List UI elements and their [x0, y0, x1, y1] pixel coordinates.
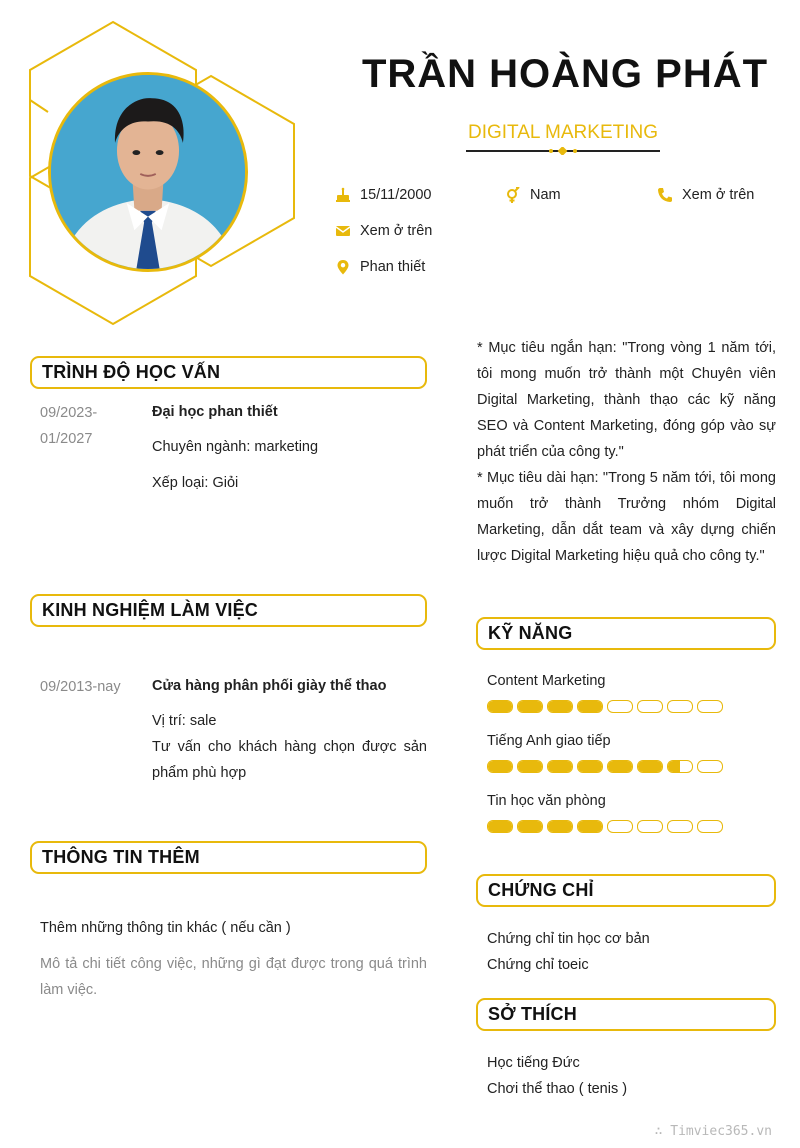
hobby-item: Học tiếng Đức [487, 1055, 580, 1071]
objective-long-term: * Mục tiêu dài hạn: "Trong 5 năm tới, tôi mong muốn trở thành Trưởng nhóm Digital Marketing, dẫn dắt team và xây dựng chiến lược Digital Marketing hiệu quả cho công ty." [477, 470, 776, 564]
skill-name: Content Marketing [487, 673, 606, 689]
skill-level-segment [547, 700, 573, 713]
experience-company: Cửa hàng phân phối giày thể thao [152, 678, 387, 694]
skill-level-segment [607, 820, 633, 833]
skill-level-segment [607, 760, 633, 773]
objective-short-term: * Mục tiêu ngắn hạn: "Trong vòng 1 năm tới, tôi mong muốn trở thành một Chuyên viên Digital Marketing, thành thạo các kỹ năng SEO và Content Marketing, đóng góp vào sự phát triển của công ty." [477, 340, 776, 460]
skill-level-segment [487, 820, 513, 833]
email-value: Xem ở trên [360, 223, 433, 239]
mail-icon [334, 222, 352, 240]
skill-level-segment [517, 700, 543, 713]
experience-heading: KINH NGHIỆM LÀM VIỆC [30, 594, 427, 627]
skill-name: Tin học văn phòng [487, 793, 606, 809]
skill-level-bar [487, 700, 723, 713]
contact-gender [504, 186, 561, 204]
gender-icon [504, 186, 522, 204]
skill-level-bar [487, 760, 723, 773]
skill-level-fill [548, 821, 572, 832]
skill-level-segment [517, 820, 543, 833]
skill-level-fill [578, 821, 602, 832]
skill-level-segment [607, 700, 633, 713]
skill-level-fill [488, 821, 512, 832]
skill-level-fill [488, 761, 512, 772]
skill-level-segment [487, 760, 513, 773]
skill-level-fill [518, 761, 542, 772]
certificate-item: Chứng chỉ toeic [487, 957, 589, 973]
birthday-cake-icon [334, 186, 352, 204]
skill-level-fill [638, 761, 662, 772]
skill-level-segment [697, 760, 723, 773]
watermark: ∴ Timviec365.vn [654, 1124, 772, 1139]
skill-level-segment [667, 820, 693, 833]
skill-level-segment [487, 700, 513, 713]
skill-level-segment [697, 820, 723, 833]
skill-level-bar [487, 820, 723, 833]
skill-level-segment [667, 760, 693, 773]
skill-level-segment [577, 760, 603, 773]
certificate-item: Chứng chỉ tin học cơ bản [487, 931, 650, 947]
location-pin-icon [334, 258, 352, 276]
experience-description: Tư vấn cho khách hàng chọn được sản phẩm phù hợp [152, 739, 427, 781]
skill-level-segment [577, 820, 603, 833]
gender-value: Nam [530, 187, 561, 203]
skill-level-fill [548, 761, 572, 772]
experience-period: 09/2013-nay [40, 679, 121, 695]
contact-phone [656, 186, 754, 204]
skill-level-fill [608, 761, 632, 772]
skill-level-fill [518, 701, 542, 712]
education-grade: Xếp loại: Giỏi [152, 475, 239, 491]
divider-dots-icon [546, 147, 580, 155]
contact-email [334, 222, 432, 240]
experience-position: Vị trí: sale [152, 713, 217, 729]
phone-icon [656, 186, 674, 204]
education-heading: TRÌNH ĐỘ HỌC VẤN [30, 356, 427, 389]
skill-level-fill [518, 821, 542, 832]
skill-level-fill [548, 701, 572, 712]
job-title: DIGITAL MARKETING [467, 122, 659, 143]
skills-heading: KỸ NĂNG [476, 617, 776, 650]
skill-level-segment [637, 700, 663, 713]
skill-level-segment [667, 700, 693, 713]
contact-address [334, 258, 425, 276]
additional-line-2: Mô tả chi tiết công việc, những gì đạt được trong quá trình làm việc. [40, 956, 427, 998]
candidate-name: TRẦN HOÀNG PHÁT [361, 52, 769, 96]
additional-heading: THÔNG TIN THÊM [30, 841, 427, 874]
hobbies-heading: SỞ THÍCH [476, 998, 776, 1031]
skill-level-fill [578, 701, 602, 712]
contact-birthday [334, 186, 432, 204]
certificates-heading: CHỨNG CHỈ [476, 874, 776, 907]
skill-level-segment [577, 700, 603, 713]
skill-name: Tiếng Anh giao tiếp [487, 733, 611, 749]
skill-level-segment [697, 700, 723, 713]
phone-value: Xem ở trên [682, 187, 755, 203]
education-major: Chuyên ngành: marketing [152, 439, 319, 455]
skill-level-fill [578, 761, 602, 772]
hobby-item: Chơi thể thao ( tenis ) [487, 1081, 628, 1097]
education-school: Đại học phan thiết [152, 404, 278, 420]
profile-photo [48, 72, 248, 272]
skill-level-segment [547, 760, 573, 773]
skill-level-segment [547, 820, 573, 833]
skill-level-segment [517, 760, 543, 773]
skill-level-segment [637, 760, 663, 773]
skill-level-fill [488, 701, 512, 712]
additional-line-1: Thêm những thông tin khác ( nếu cần ) [40, 920, 291, 936]
education-period: 09/2023- 01/2027 [40, 405, 98, 447]
birthday-value: 15/11/2000 [360, 187, 432, 203]
address-value: Phan thiết [360, 259, 426, 275]
skill-level-fill [668, 761, 680, 772]
skill-level-segment [637, 820, 663, 833]
